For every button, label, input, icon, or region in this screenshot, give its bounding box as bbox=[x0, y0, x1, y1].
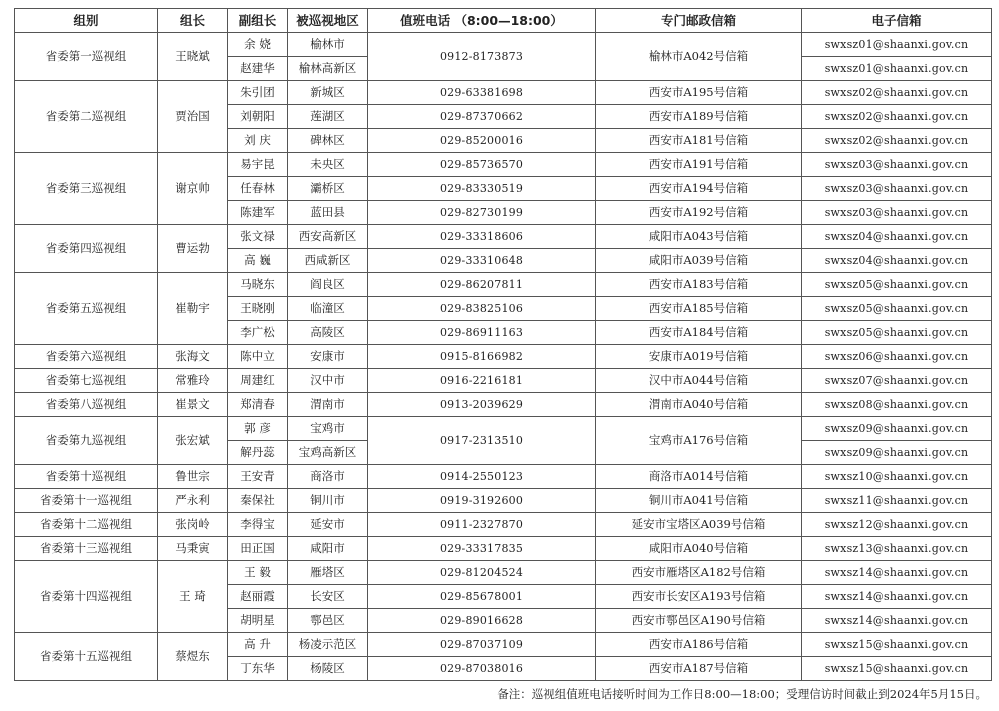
group-name-cell: 省委第十二巡视组 bbox=[15, 513, 158, 537]
group-name-cell: 省委第二巡视组 bbox=[15, 81, 158, 153]
leader-cell: 马秉寅 bbox=[158, 537, 228, 561]
email-cell: swxsz03@shaanxi.gov.cn bbox=[802, 153, 992, 177]
phone-cell: 029-89016628 bbox=[368, 609, 596, 633]
region-cell: 新城区 bbox=[288, 81, 368, 105]
deputy-cell: 刘 庆 bbox=[228, 129, 288, 153]
header-leader: 组长 bbox=[158, 9, 228, 33]
region-cell: 高陵区 bbox=[288, 321, 368, 345]
mailbox-cell: 西安市A187号信箱 bbox=[596, 657, 802, 681]
leader-cell: 崔勒宇 bbox=[158, 273, 228, 345]
inspection-roster-table bbox=[14, 8, 992, 681]
group-name-cell: 省委第一巡视组 bbox=[15, 33, 158, 81]
mailbox-cell: 咸阳市A040号信箱 bbox=[596, 537, 802, 561]
leader-cell: 张海文 bbox=[158, 345, 228, 369]
phone-cell: 029-33317835 bbox=[368, 537, 596, 561]
deputy-cell: 马晓东 bbox=[228, 273, 288, 297]
phone-cell: 029-63381698 bbox=[368, 81, 596, 105]
phone-cell: 029-85678001 bbox=[368, 585, 596, 609]
email-cell: swxsz06@shaanxi.gov.cn bbox=[802, 345, 992, 369]
email-cell: swxsz04@shaanxi.gov.cn bbox=[802, 225, 992, 249]
phone-cell: 029-33310648 bbox=[368, 249, 596, 273]
region-cell: 碑林区 bbox=[288, 129, 368, 153]
leader-cell: 崔景文 bbox=[158, 393, 228, 417]
leader-cell: 蔡煜东 bbox=[158, 633, 228, 681]
region-cell: 安康市 bbox=[288, 345, 368, 369]
deputy-cell: 余 娆 bbox=[228, 33, 288, 57]
region-cell: 阎良区 bbox=[288, 273, 368, 297]
group-name-cell: 省委第十四巡视组 bbox=[15, 561, 158, 633]
region-cell: 莲湖区 bbox=[288, 105, 368, 129]
phone-cell: 029-83825106 bbox=[368, 297, 596, 321]
email-cell: swxsz03@shaanxi.gov.cn bbox=[802, 201, 992, 225]
phone-cell: 029-87037109 bbox=[368, 633, 596, 657]
leader-cell: 常雅玲 bbox=[158, 369, 228, 393]
phone-cell: 0916-2216181 bbox=[368, 369, 596, 393]
header-deputy: 副组长 bbox=[228, 9, 288, 33]
phone-cell: 029-87370662 bbox=[368, 105, 596, 129]
group-name-cell: 省委第十五巡视组 bbox=[15, 633, 158, 681]
region-cell: 咸阳市 bbox=[288, 537, 368, 561]
region-cell: 宝鸡高新区 bbox=[288, 441, 368, 465]
email-cell: swxsz05@shaanxi.gov.cn bbox=[802, 297, 992, 321]
leader-cell: 张岗岭 bbox=[158, 513, 228, 537]
deputy-cell: 王安青 bbox=[228, 465, 288, 489]
table-row bbox=[15, 33, 992, 57]
phone-cell: 0911-2327870 bbox=[368, 513, 596, 537]
email-cell: swxsz09@shaanxi.gov.cn bbox=[802, 417, 992, 441]
header-region: 被巡视地区 bbox=[288, 9, 368, 33]
group-name-cell: 省委第八巡视组 bbox=[15, 393, 158, 417]
mailbox-cell: 榆林市A042号信箱 bbox=[596, 33, 802, 81]
region-cell: 铜川市 bbox=[288, 489, 368, 513]
group-name-cell: 省委第九巡视组 bbox=[15, 417, 158, 465]
header-mailbox: 专门邮政信箱 bbox=[596, 9, 802, 33]
email-cell: swxsz09@shaanxi.gov.cn bbox=[802, 441, 992, 465]
region-cell: 长安区 bbox=[288, 585, 368, 609]
table-row bbox=[15, 81, 992, 105]
region-cell: 渭南市 bbox=[288, 393, 368, 417]
deputy-cell: 解丹蕊 bbox=[228, 441, 288, 465]
deputy-cell: 李得宝 bbox=[228, 513, 288, 537]
email-cell: swxsz05@shaanxi.gov.cn bbox=[802, 273, 992, 297]
table-row bbox=[15, 153, 992, 177]
email-cell: swxsz13@shaanxi.gov.cn bbox=[802, 537, 992, 561]
deputy-cell: 陈建军 bbox=[228, 201, 288, 225]
phone-cell: 029-85736570 bbox=[368, 153, 596, 177]
phone-cell: 029-87038016 bbox=[368, 657, 596, 681]
leader-cell: 谢京帅 bbox=[158, 153, 228, 225]
table-header-row bbox=[15, 9, 992, 33]
phone-cell: 029-82730199 bbox=[368, 201, 596, 225]
email-cell: swxsz08@shaanxi.gov.cn bbox=[802, 393, 992, 417]
table-row bbox=[15, 417, 992, 441]
email-cell: swxsz02@shaanxi.gov.cn bbox=[802, 81, 992, 105]
group-name-cell: 省委第五巡视组 bbox=[15, 273, 158, 345]
mailbox-cell: 咸阳市A043号信箱 bbox=[596, 225, 802, 249]
deputy-cell: 高 升 bbox=[228, 633, 288, 657]
region-cell: 榆林市 bbox=[288, 33, 368, 57]
phone-cell: 0915-8166982 bbox=[368, 345, 596, 369]
header-group: 组别 bbox=[15, 9, 158, 33]
deputy-cell: 周建红 bbox=[228, 369, 288, 393]
table-row bbox=[15, 369, 992, 393]
phone-cell: 029-33318606 bbox=[368, 225, 596, 249]
email-cell: swxsz05@shaanxi.gov.cn bbox=[802, 321, 992, 345]
table-row bbox=[15, 537, 992, 561]
email-cell: swxsz04@shaanxi.gov.cn bbox=[802, 249, 992, 273]
region-cell: 灞桥区 bbox=[288, 177, 368, 201]
email-cell: swxsz15@shaanxi.gov.cn bbox=[802, 633, 992, 657]
header-email: 电子信箱 bbox=[802, 9, 992, 33]
leader-cell: 鲁世宗 bbox=[158, 465, 228, 489]
table-body bbox=[15, 33, 992, 681]
phone-cell: 0913-2039629 bbox=[368, 393, 596, 417]
region-cell: 雁塔区 bbox=[288, 561, 368, 585]
table-row bbox=[15, 633, 992, 657]
email-cell: swxsz02@shaanxi.gov.cn bbox=[802, 105, 992, 129]
table-row bbox=[15, 561, 992, 585]
deputy-cell: 刘朝阳 bbox=[228, 105, 288, 129]
mailbox-cell: 渭南市A040号信箱 bbox=[596, 393, 802, 417]
mailbox-cell: 西安市A186号信箱 bbox=[596, 633, 802, 657]
region-cell: 宝鸡市 bbox=[288, 417, 368, 441]
mailbox-cell: 西安市鄠邑区A190号信箱 bbox=[596, 609, 802, 633]
deputy-cell: 李广松 bbox=[228, 321, 288, 345]
leader-cell: 贾治国 bbox=[158, 81, 228, 153]
deputy-cell: 郑清春 bbox=[228, 393, 288, 417]
table-row bbox=[15, 345, 992, 369]
deputy-cell: 王晓刚 bbox=[228, 297, 288, 321]
phone-cell: 029-86207811 bbox=[368, 273, 596, 297]
group-name-cell: 省委第四巡视组 bbox=[15, 225, 158, 273]
deputy-cell: 王 毅 bbox=[228, 561, 288, 585]
deputy-cell: 易宇昆 bbox=[228, 153, 288, 177]
mailbox-cell: 汉中市A044号信箱 bbox=[596, 369, 802, 393]
deputy-cell: 郭 彦 bbox=[228, 417, 288, 441]
email-cell: swxsz07@shaanxi.gov.cn bbox=[802, 369, 992, 393]
table-row bbox=[15, 393, 992, 417]
deputy-cell: 丁东华 bbox=[228, 657, 288, 681]
footnote: 备注：巡视组值班电话接听时间为工作日8:00—18:00；受理信访时间截止到2024年5月15日。 bbox=[497, 687, 987, 701]
table-row bbox=[15, 489, 992, 513]
region-cell: 西咸新区 bbox=[288, 249, 368, 273]
region-cell: 商洛市 bbox=[288, 465, 368, 489]
mailbox-cell: 西安市雁塔区A182号信箱 bbox=[596, 561, 802, 585]
mailbox-cell: 西安市A189号信箱 bbox=[596, 105, 802, 129]
mailbox-cell: 西安市A184号信箱 bbox=[596, 321, 802, 345]
leader-cell: 王晓斌 bbox=[158, 33, 228, 81]
mailbox-cell: 商洛市A014号信箱 bbox=[596, 465, 802, 489]
phone-cell: 029-86911163 bbox=[368, 321, 596, 345]
region-cell: 鄠邑区 bbox=[288, 609, 368, 633]
table-row bbox=[15, 225, 992, 249]
group-name-cell: 省委第七巡视组 bbox=[15, 369, 158, 393]
email-cell: swxsz01@shaanxi.gov.cn bbox=[802, 33, 992, 57]
leader-cell: 王 琦 bbox=[158, 561, 228, 633]
deputy-cell: 高 巍 bbox=[228, 249, 288, 273]
mailbox-cell: 西安市A191号信箱 bbox=[596, 153, 802, 177]
mailbox-cell: 咸阳市A039号信箱 bbox=[596, 249, 802, 273]
region-cell: 临潼区 bbox=[288, 297, 368, 321]
table-row bbox=[15, 513, 992, 537]
phone-cell: 029-83330519 bbox=[368, 177, 596, 201]
group-name-cell: 省委第六巡视组 bbox=[15, 345, 158, 369]
email-cell: swxsz14@shaanxi.gov.cn bbox=[802, 609, 992, 633]
mailbox-cell: 宝鸡市A176号信箱 bbox=[596, 417, 802, 465]
region-cell: 杨陵区 bbox=[288, 657, 368, 681]
region-cell: 蓝田县 bbox=[288, 201, 368, 225]
deputy-cell: 任春林 bbox=[228, 177, 288, 201]
mailbox-cell: 延安市宝塔区A039号信箱 bbox=[596, 513, 802, 537]
email-cell: swxsz11@shaanxi.gov.cn bbox=[802, 489, 992, 513]
mailbox-cell: 西安市长安区A193号信箱 bbox=[596, 585, 802, 609]
mailbox-cell: 西安市A195号信箱 bbox=[596, 81, 802, 105]
leader-cell: 张宏斌 bbox=[158, 417, 228, 465]
mailbox-cell: 安康市A019号信箱 bbox=[596, 345, 802, 369]
phone-cell: 0919-3192600 bbox=[368, 489, 596, 513]
leader-cell: 严永利 bbox=[158, 489, 228, 513]
mailbox-cell: 铜川市A041号信箱 bbox=[596, 489, 802, 513]
group-name-cell: 省委第十一巡视组 bbox=[15, 489, 158, 513]
deputy-cell: 赵建华 bbox=[228, 57, 288, 81]
phone-cell: 0917-2313510 bbox=[368, 417, 596, 465]
email-cell: swxsz14@shaanxi.gov.cn bbox=[802, 585, 992, 609]
phone-cell: 0914-2550123 bbox=[368, 465, 596, 489]
region-cell: 杨凌示范区 bbox=[288, 633, 368, 657]
phone-cell: 029-81204524 bbox=[368, 561, 596, 585]
mailbox-cell: 西安市A192号信箱 bbox=[596, 201, 802, 225]
email-cell: swxsz10@shaanxi.gov.cn bbox=[802, 465, 992, 489]
email-cell: swxsz03@shaanxi.gov.cn bbox=[802, 177, 992, 201]
mailbox-cell: 西安市A185号信箱 bbox=[596, 297, 802, 321]
deputy-cell: 胡明星 bbox=[228, 609, 288, 633]
group-name-cell: 省委第十三巡视组 bbox=[15, 537, 158, 561]
email-cell: swxsz14@shaanxi.gov.cn bbox=[802, 561, 992, 585]
mailbox-cell: 西安市A194号信箱 bbox=[596, 177, 802, 201]
region-cell: 延安市 bbox=[288, 513, 368, 537]
region-cell: 未央区 bbox=[288, 153, 368, 177]
region-cell: 汉中市 bbox=[288, 369, 368, 393]
email-cell: swxsz15@shaanxi.gov.cn bbox=[802, 657, 992, 681]
deputy-cell: 田正国 bbox=[228, 537, 288, 561]
phone-cell: 0912-8173873 bbox=[368, 33, 596, 81]
table-row bbox=[15, 273, 992, 297]
header-phone: 值班电话 （8:00—18:00） bbox=[368, 9, 596, 33]
mailbox-cell: 西安市A183号信箱 bbox=[596, 273, 802, 297]
group-name-cell: 省委第三巡视组 bbox=[15, 153, 158, 225]
deputy-cell: 赵丽霞 bbox=[228, 585, 288, 609]
email-cell: swxsz12@shaanxi.gov.cn bbox=[802, 513, 992, 537]
email-cell: swxsz02@shaanxi.gov.cn bbox=[802, 129, 992, 153]
region-cell: 榆林高新区 bbox=[288, 57, 368, 81]
deputy-cell: 陈中立 bbox=[228, 345, 288, 369]
email-cell: swxsz01@shaanxi.gov.cn bbox=[802, 57, 992, 81]
table-row bbox=[15, 465, 992, 489]
group-name-cell: 省委第十巡视组 bbox=[15, 465, 158, 489]
region-cell: 西安高新区 bbox=[288, 225, 368, 249]
leader-cell: 曹运勃 bbox=[158, 225, 228, 273]
deputy-cell: 秦保社 bbox=[228, 489, 288, 513]
deputy-cell: 朱引团 bbox=[228, 81, 288, 105]
mailbox-cell: 西安市A181号信箱 bbox=[596, 129, 802, 153]
phone-cell: 029-85200016 bbox=[368, 129, 596, 153]
deputy-cell: 张文禄 bbox=[228, 225, 288, 249]
